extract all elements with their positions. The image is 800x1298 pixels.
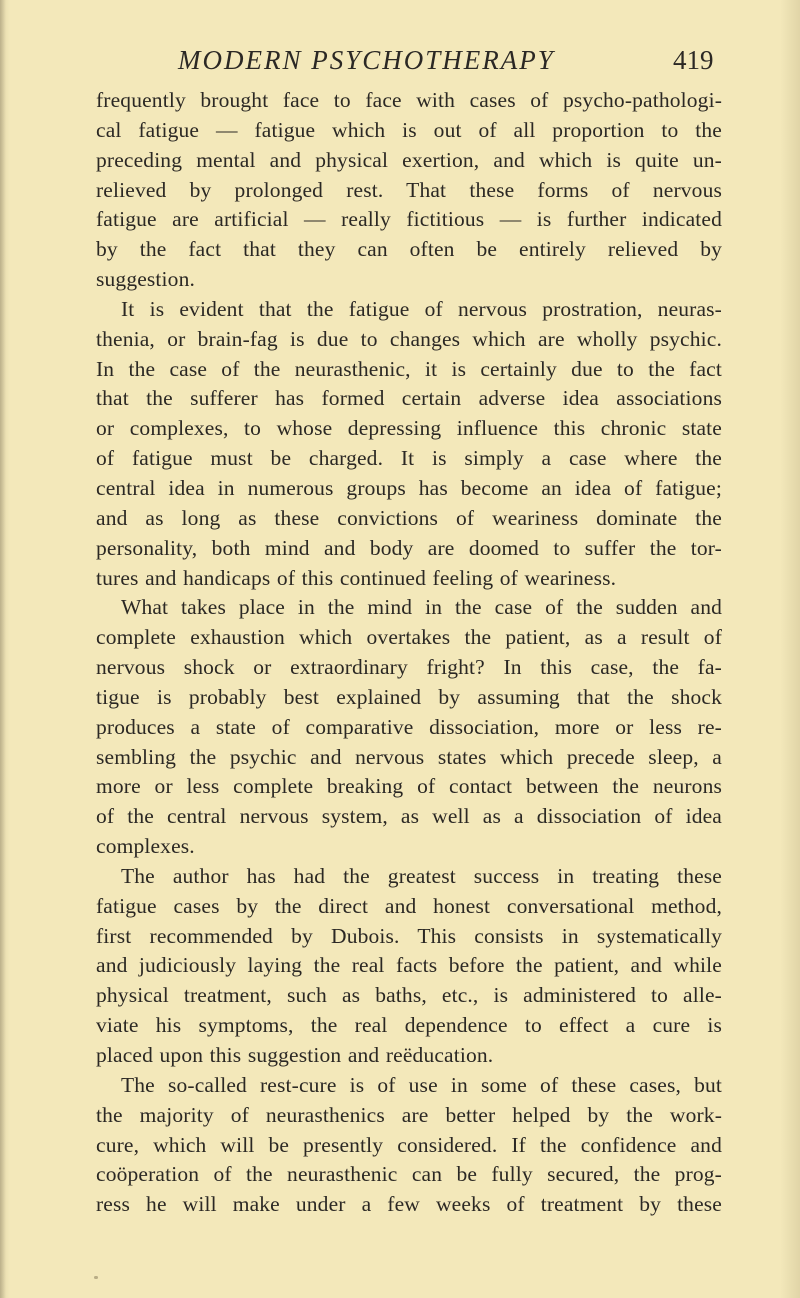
text-line: and as long as these convictions of weariness dominate the (96, 505, 722, 530)
text-line: cure, which will be presently considered. If the confidence and (96, 1132, 722, 1157)
text-line: or complexes, to whose depressing influence this chronic state (96, 416, 722, 441)
text-line: produces a state of comparative dissociation, more or less re- (96, 714, 722, 739)
running-title: MODERN PSYCHOTHERAPY (178, 45, 555, 75)
text-line: thenia, or brain-fag is due to changes which are wholly psychic. (96, 326, 722, 351)
text-line: tures and handicaps of this continued feeling of weariness. (96, 565, 617, 590)
text-line: sembling the psychic and nervous states which precede sleep, a (96, 744, 722, 769)
text-line: frequently brought face to face with cases of psycho-pathologi- (96, 88, 722, 112)
text-line: first recommended by Dubois. This consists in systematically (96, 923, 722, 948)
text-line: ress he will make under a few weeks of treatment by these (96, 1192, 722, 1217)
text-line: central idea in numerous groups has become an idea of fatigue; (96, 475, 722, 500)
text-line: of the central nervous system, as well as a dissociation of idea (96, 804, 722, 829)
text-line: fatigue are artificial — really fictitious — is further indicated (96, 207, 722, 232)
text-line: more or less complete breaking of contact between the neurons (96, 774, 722, 799)
text-line: personality, both mind and body are doomed to suffer the tor- (96, 535, 722, 560)
paragraph-start: It is evident that the fatigue of nervous prostration, neuras- (121, 296, 722, 321)
text-line: cal fatigue — fatigue which is out of all proportion to the (96, 117, 722, 142)
text-line: of fatigue must be charged. It is simply a case where the (96, 446, 722, 471)
text-line: placed upon this suggestion and reëducation. (96, 1043, 494, 1067)
text-line: the majority of neurasthenics are better helped by the work- (96, 1102, 722, 1127)
text-line: that the sufferer has formed certain adverse idea associations (96, 386, 722, 411)
page-number: 419 (673, 45, 714, 75)
text-line: physical treatment, such as baths, etc., is administered to alle- (96, 983, 722, 1008)
text-line: fatigue cases by the direct and honest conversational method, (96, 893, 722, 918)
text-line: relieved by prolonged rest. That these forms of nervous (96, 177, 722, 202)
binding-shadow (0, 0, 6, 1298)
text-line: tigue is probably best explained by assuming that the shock (96, 684, 722, 709)
text-line: by the fact that they can often be entirely relieved by (96, 237, 722, 262)
paragraph-start: What takes place in the mind in the case of the sudden and (121, 595, 722, 620)
text-line: suggestion. (96, 267, 195, 292)
text-line: nervous shock or extraordinary fright? In this case, the fa- (96, 655, 722, 680)
text-line: In the case of the neurasthenic, it is certainly due to the fact (96, 356, 722, 381)
text-line: complete exhaustion which overtakes the patient, as a result of (96, 625, 722, 650)
body-text (96, 86, 722, 1220)
paragraph-start: The so-called rest-cure is of use in some of these cases, but (121, 1072, 722, 1097)
running-head (0, 40, 800, 80)
text-line: viate his symptoms, the real dependence to effect a cure is (96, 1013, 722, 1038)
text-line: complexes. (96, 834, 195, 859)
text-line: preceding mental and physical exertion, and which is quite un- (96, 147, 722, 172)
text-line: and judiciously laying the real facts before the patient, and while (96, 953, 722, 978)
paper-speck (94, 1276, 98, 1279)
text-line: coöperation of the neurasthenic can be fully secured, the prog- (96, 1162, 722, 1187)
paragraph-start: The author has had the greatest success in treating these (121, 863, 722, 888)
